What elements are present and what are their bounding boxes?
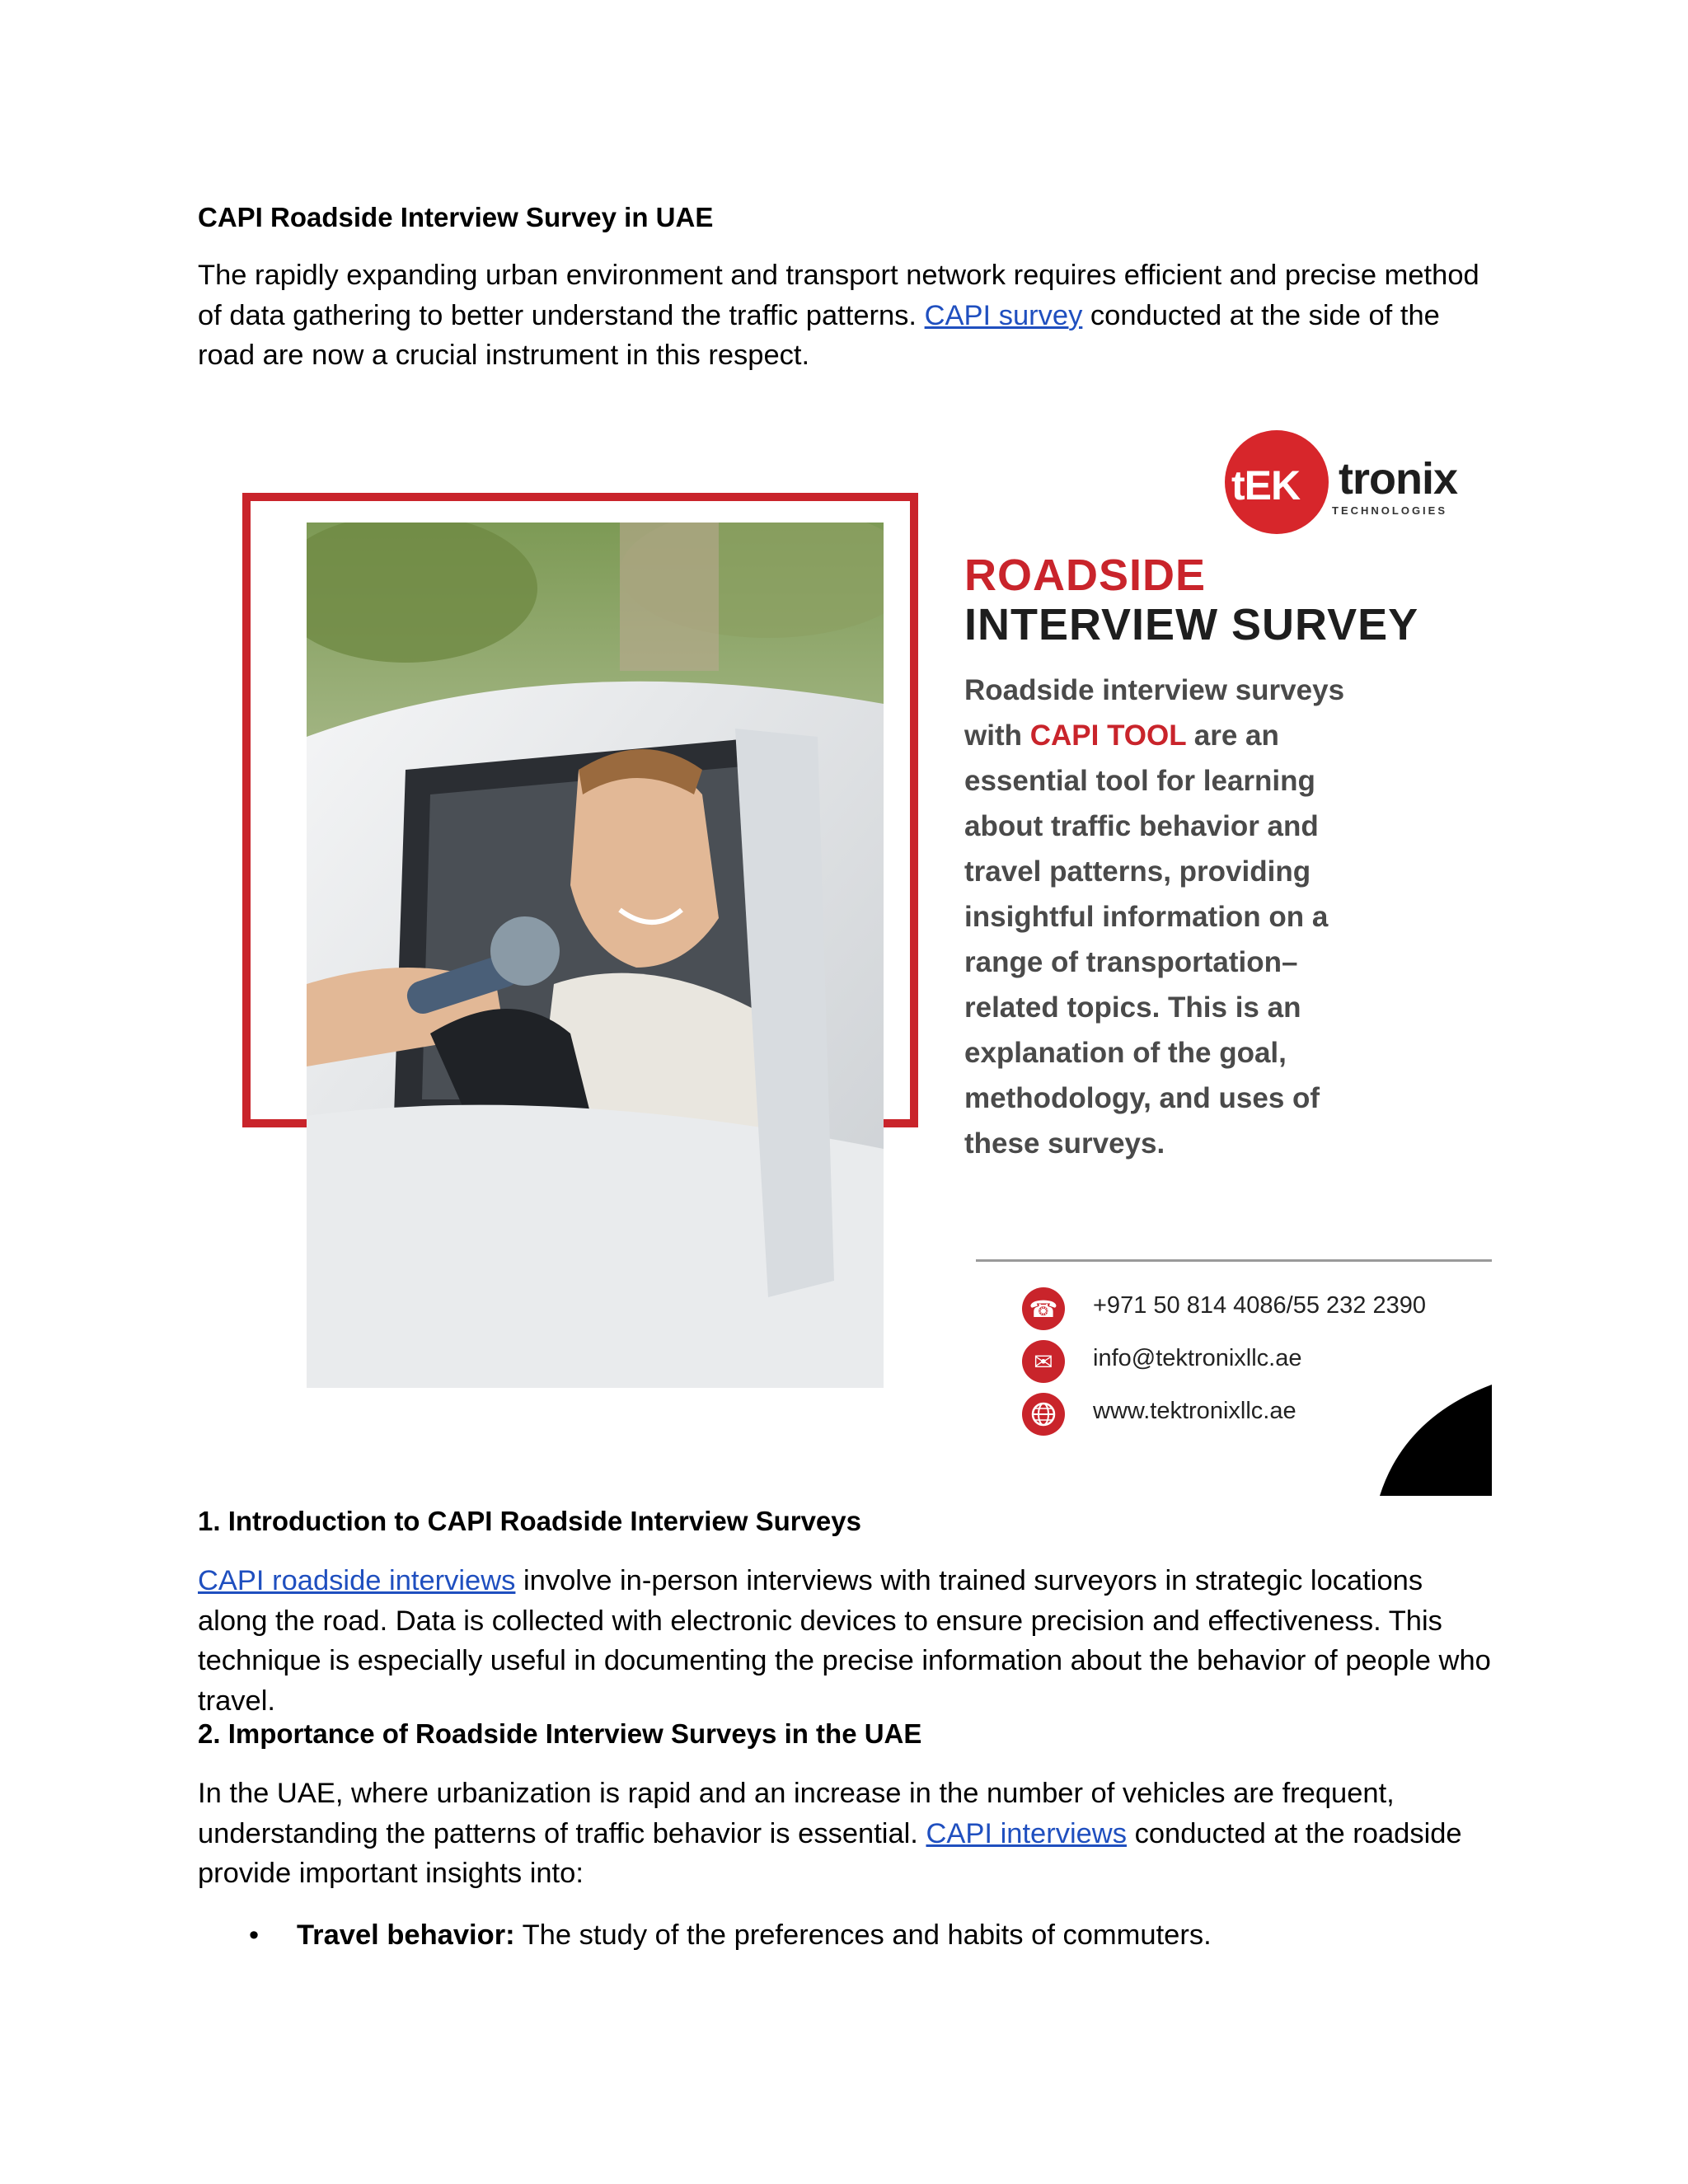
section-importance	[198, 1711, 1500, 1955]
capi-survey-link[interactable]: CAPI survey	[924, 299, 1083, 331]
phone-icon: ☎	[1022, 1287, 1065, 1330]
section-introduction	[198, 1498, 1500, 1721]
logo-tronix-text: tronix	[1339, 454, 1458, 504]
logo-tek-text: tEK	[1231, 462, 1301, 509]
section2-paragraph	[198, 1774, 1500, 1894]
graphic-description	[964, 668, 1376, 1166]
insights-list	[198, 1915, 1500, 1955]
logo-technologies-text: TECHNOLOGIES	[1332, 504, 1448, 517]
intro-paragraph	[198, 255, 1484, 376]
website-url: www.tektronixllc.ae	[1093, 1398, 1296, 1424]
intro-block	[198, 194, 1484, 376]
capi-interviews-link[interactable]: CAPI interviews	[926, 1817, 1127, 1849]
graphic-title-roadside: ROADSIDE	[964, 551, 1207, 600]
tektronix-logo	[1225, 429, 1522, 536]
email-address: info@tektronixllc.ae	[1093, 1345, 1302, 1371]
driver-photo-illustration	[307, 523, 884, 1388]
section1-paragraph	[198, 1561, 1500, 1721]
section2-text-post: conducted at the roadside provide important insights into:	[198, 1817, 1462, 1889]
capi-roadside-interviews-link[interactable]: CAPI roadside interviews	[198, 1565, 516, 1596]
globe-glyph	[1029, 1400, 1057, 1428]
section2-title: 2. Importance of Roadside Interview Surveys in the UAE	[198, 1718, 922, 1749]
intro-text-pre: The rapidly expanding urban environment and transport network requires efficient and precise method of data gathering to better understand the traffic patterns.	[198, 260, 1479, 331]
section2-text-pre: In the UAE, where urbanization is rapid and an increase in the number of vehicles are frequent, understanding the patterns of traffic behavior is essential.	[198, 1778, 1395, 1849]
bullet-term: Travel behavior:	[297, 1919, 515, 1951]
roadside-survey-infographic	[239, 420, 1492, 1496]
list-item	[198, 1915, 1500, 1955]
contact-divider	[976, 1259, 1492, 1262]
section1-title: 1. Introduction to CAPI Roadside Interview Surveys	[198, 1506, 861, 1536]
mail-icon: ✉	[1022, 1340, 1065, 1383]
bullet-dot: •	[249, 1919, 260, 1951]
graphic-text-post: are an essential tool for learning about traffic behavior and travel patterns, providing insightful information on a range of transportation–related topics. This is an explanation of the goal, methodology, and uses of these surveys.	[964, 719, 1329, 1160]
section1-text: involve in-person interviews with trained surveyors in strategic locations along the road. Data is collected with electronic devices to ensure precision and effectiveness. This technique is especially useful in documenting the precise information about the behavior of people who travel.	[198, 1565, 1491, 1717]
graphic-title-interview-survey: INTERVIEW SURVEY	[964, 600, 1419, 649]
intro-text-post: conducted at the side of the road are now a crucial instrument in this respect.	[198, 299, 1440, 371]
page-title: CAPI Roadside Interview Survey in UAE	[198, 202, 714, 232]
capi-tool-highlight: CAPI TOOL	[1029, 719, 1187, 752]
corner-decoration	[1380, 1385, 1492, 1496]
phone-number: +971 50 814 4086/55 232 2390	[1093, 1292, 1426, 1319]
driver-interview-photo	[307, 523, 884, 1388]
graphic-text-pre: Roadside interview surveys with	[964, 674, 1345, 752]
globe-icon	[1022, 1393, 1065, 1436]
bullet-text: The study of the preferences and habits of commuters.	[514, 1919, 1212, 1951]
